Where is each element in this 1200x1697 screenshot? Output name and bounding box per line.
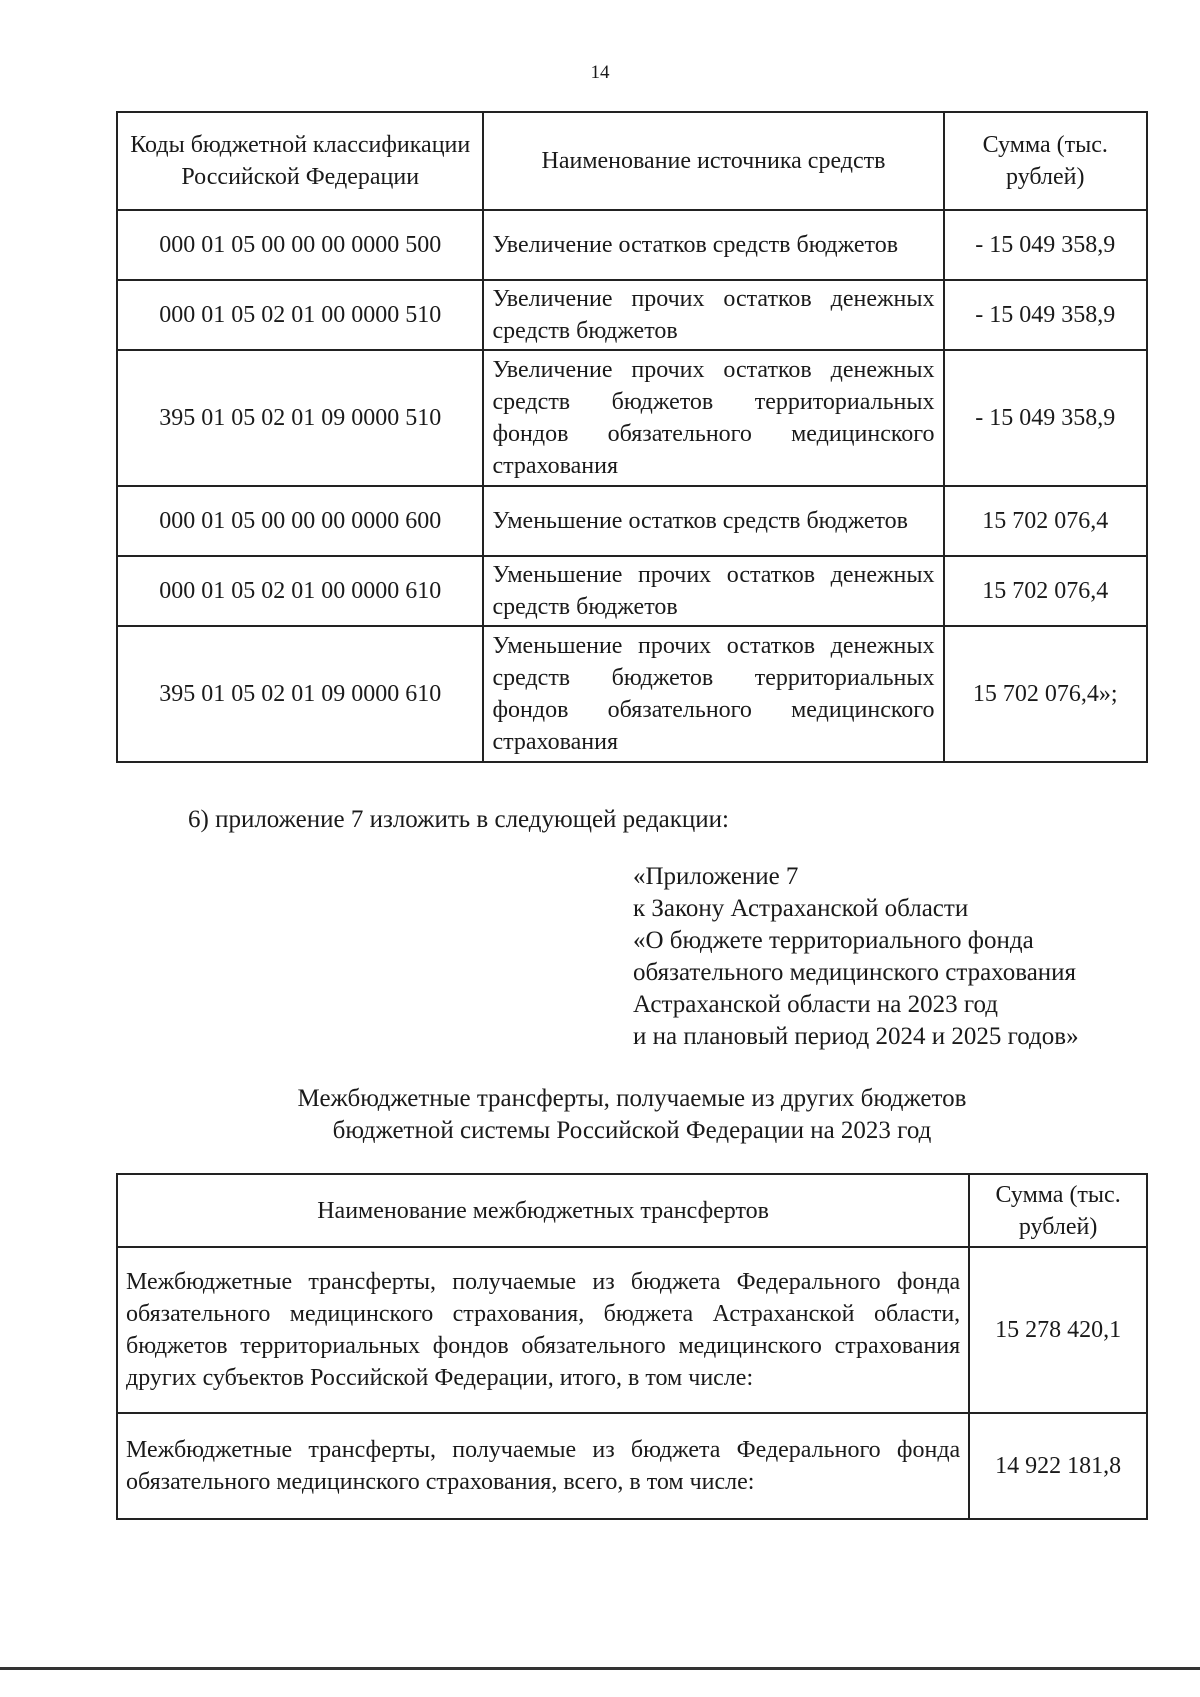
sum-cell: 15 702 076,4	[944, 556, 1147, 626]
appendix-line: обязательного медицинского страхования	[633, 959, 1077, 986]
appendix-line: и на плановый период 2024 и 2025 годов»	[633, 1023, 1079, 1050]
page-number: 14	[590, 62, 610, 83]
interbudget-transfers-table	[116, 1173, 1148, 1520]
sum-cell: 15 702 076,4	[944, 486, 1147, 556]
source-name-cell: Увеличение прочих остатков денежных средств бюджетов	[483, 280, 943, 350]
source-name-cell: Уменьшение остатков средств бюджетов	[483, 486, 943, 556]
header-transfer-name: Наименование межбюджетных трансфертов	[117, 1174, 969, 1247]
sum-cell: 15 702 076,4»;	[944, 626, 1147, 762]
budget-sources-table	[116, 111, 1148, 763]
sum-cell: 14 922 181,8	[969, 1413, 1147, 1519]
amendment-instruction: 6) приложение 7 изложить в следующей редакции:	[188, 806, 729, 833]
appendix-line: «О бюджете территориального фонда	[633, 927, 1034, 954]
bottom-divider	[0, 1667, 1200, 1670]
table-row	[117, 1413, 1147, 1519]
section-title-line: Межбюджетные трансферты, получаемые из других бюджетов	[297, 1085, 967, 1112]
section-title	[116, 1083, 1148, 1147]
appendix-line: «Приложение 7	[633, 863, 799, 890]
sum-cell: - 15 049 358,9	[944, 350, 1147, 486]
appendix-line: к Закону Астраханской области	[633, 895, 969, 922]
section-title-line: бюджетной системы Российской Федерации на 2023 год	[332, 1117, 932, 1144]
budget-code-cell: 000 01 05 02 01 00 0000 610	[117, 556, 483, 626]
table-row	[117, 210, 1147, 280]
table-row	[117, 1247, 1147, 1413]
budget-code-cell: 395 01 05 02 01 09 0000 610	[117, 626, 483, 762]
table-row	[117, 350, 1147, 486]
header-budget-codes: Коды бюджетной классификации Российской Федерации	[117, 112, 483, 210]
budget-code-cell: 000 01 05 00 00 00 0000 500	[117, 210, 483, 280]
appendix-heading	[633, 861, 1079, 1053]
table-row	[117, 556, 1147, 626]
transfer-name-cell: Межбюджетные трансферты, получаемые из бюджета Федерального фонда обязательного медицинского страхования, всего, в том числе:	[117, 1413, 969, 1519]
source-name-cell: Увеличение остатков средств бюджетов	[483, 210, 943, 280]
sum-cell: 15 278 420,1	[969, 1247, 1147, 1413]
appendix-line: Астраханской области на 2023 год	[633, 991, 999, 1018]
transfer-name-cell: Межбюджетные трансферты, получаемые из бюджета Федерального фонда обязательного медицинского страхования, бюджета Астраханской области, бюджетов территориальных фондов обязательного медицинского страхования других субъектов Российской Федерации, итого, в том числе:	[117, 1247, 969, 1413]
table-header-row	[117, 1174, 1147, 1247]
budget-code-cell: 395 01 05 02 01 09 0000 510	[117, 350, 483, 486]
source-name-cell: Увеличение прочих остатков денежных средств бюджетов территориальных фондов обязательного медицинского страхования	[483, 350, 943, 486]
source-name-cell: Уменьшение прочих остатков денежных средств бюджетов	[483, 556, 943, 626]
table-header-row	[117, 112, 1147, 210]
table-row	[117, 626, 1147, 762]
sum-cell: - 15 049 358,9	[944, 210, 1147, 280]
table-row	[117, 486, 1147, 556]
budget-code-cell: 000 01 05 00 00 00 0000 600	[117, 486, 483, 556]
sum-cell: - 15 049 358,9	[944, 280, 1147, 350]
table-row	[117, 280, 1147, 350]
header-source-name: Наименование источника средств	[483, 112, 943, 210]
header-sum: Сумма (тыс. рублей)	[969, 1174, 1147, 1247]
header-sum: Сумма (тыс. рублей)	[944, 112, 1147, 210]
budget-code-cell: 000 01 05 02 01 00 0000 510	[117, 280, 483, 350]
source-name-cell: Уменьшение прочих остатков денежных средств бюджетов территориальных фондов обязательного медицинского страхования	[483, 626, 943, 762]
